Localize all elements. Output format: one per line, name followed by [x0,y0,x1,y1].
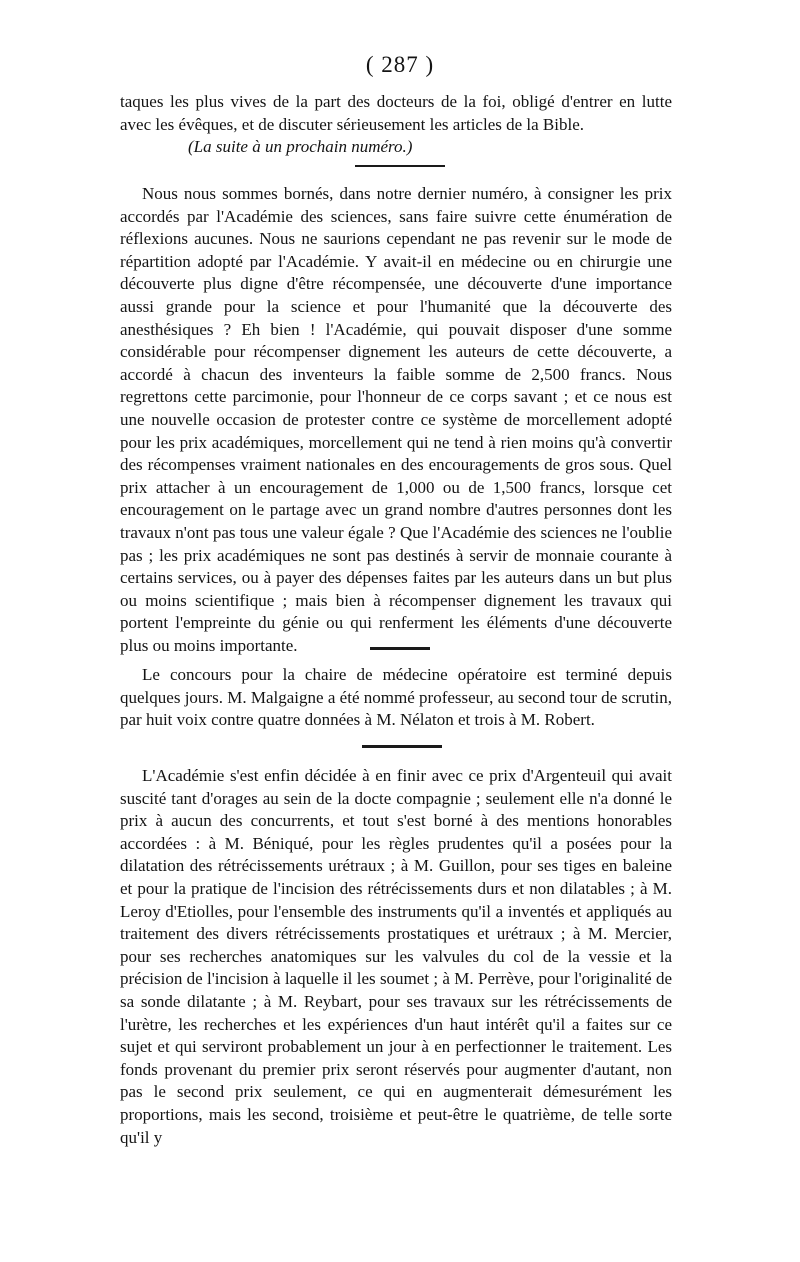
article-argenteuil-prize [120,765,672,1149]
continued-text: taques les plus vives de la part des docteurs de la foi, obligé d'entrer en lutte avec les évêques, et de discuter sérieusement les articles de la Bible. [120,92,672,134]
article-text: Le concours pour la chaire de médecine opératoire est terminé depuis quelques jours. M. Malgaigne a été nommé professeur, au second tour de scrutin, par huit voix contre quatre données à M. Nélaton et trois à M. Robert. [120,665,672,730]
article-surgery-chair [120,664,672,732]
article-academy-prizes [120,183,672,657]
to-be-continued-note: (La suite à un prochain numéro.) [188,137,413,157]
page-number: ( 287 ) [365,52,435,77]
continued-paragraph [120,91,672,159]
article-text: Nous nous sommes bornés, dans notre dernier numéro, à consigner les prix accordés par l'Académie des sciences, sans faire suivre cette énumération de réflexions aucunes. Nous ne saurions cependant ne pas revenir sur le mode de répartition adopté par l'Académie. Y avait-il en médecine ou en chirurgie une découverte plus digne d'être récompensée, une découverte d'une importance aussi grande pour la science et pour l'humanité que la découverte des anesthésiques ? Eh bien ! l'Académie, qui pouvait disposer d'une somme considérable pour récompenser dignement les auteurs de cette découverte, a accordé à chacun des inventeurs la faible somme de 2,500 francs. Nous regrettons cette parcimonie, pour l'honneur de ce corps savant ; et ce nous est une nouvelle occasion de protester contre ce système de morcellement adopté pour les prix académiques, morcellement qui ne tend à rien moins qu'à convertir des récompenses vraiment nationales en des encouragements de gros sous. Quel prix attacher à un encouragement de 1,000 ou de 1,500 francs, lorsque cet encouragement on le partage avec un grand nombre d'autres personnes dont les travaux n'ont pas tous une valeur égale ? Que l'Académie des sciences ne l'oublie pas ; les prix académiques ne sont pas destinés à servir de monnaie courante à certains services, ou à payer des dépenses faites par les auteurs dans un but plus ou moins scientifique ; mais bien à récompenser dignement les travaux qui portent l'empreinte du génie ou qui renferment les éléments d'une découverte plus ou moins importante. [120,184,672,655]
section-divider [370,647,430,650]
article-text: L'Académie s'est enfin décidée à en finir avec ce prix d'Argenteuil qui avait suscité tant d'orages au sein de la docte compagnie ; seulement elle n'a donné le prix à aucun des concurrents, et tout s'est borné à des mentions honorables accordées : à M. Béniqué, pour les règles prudentes qu'il a posées pour la dilatation des rétrécissements urétraux ; à M. Guillon, pour ses tiges en baleine et pour la pratique de l'incision des rétrécissements durs et non dilatables ; à M. Leroy d'Etiolles, pour l'ensemble des instruments qu'il a inventés et appliqués au traitement des divers rétrécissements prostatiques et urétraux ; à M. Mercier, pour ses recherches anatomiques sur les valvules du col de la vessie et la précision de l'incision à laquelle il les soumet ; à M. Perrève, pour l'originalité de sa sonde dilatante ; à M. Reybart, pour ses travaux sur les rétrécissements de l'urètre, les recherches et les expériences d'un haut intérêt qu'il a faites sur ce sujet et qui serviront probablement un jour à en perfectionner le traitement. Les fonds provenant du premier prix seront réservés pour augmenter d'autant, non pas le second prix seulement, ce qui en augmenterait démesurément les proportions, mais les second, troisième et peut-être le quatrième, de telle sorte qu'il y [120,766,672,1147]
section-divider [362,745,442,748]
section-divider [355,165,445,167]
